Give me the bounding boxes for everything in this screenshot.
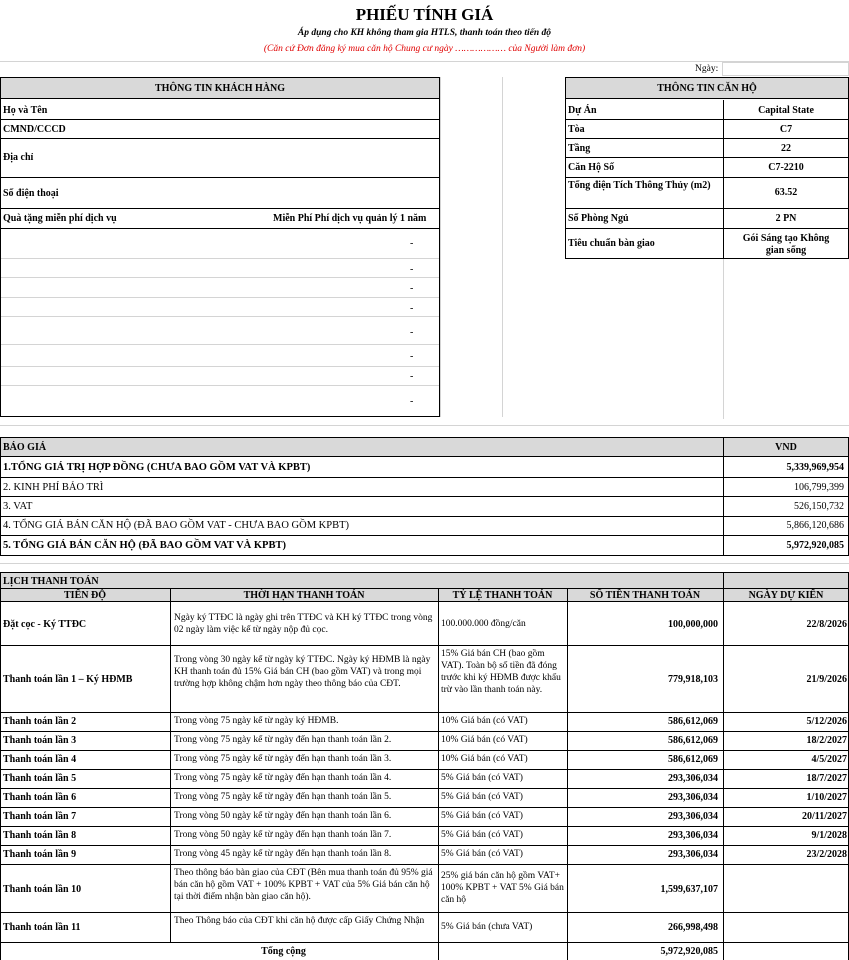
apt-label-tower: Tòa [568, 124, 585, 135]
schedule-total-value: 5,972,920,085 [660, 946, 718, 957]
schedule-title: LỊCH THANH TOÁN [3, 576, 99, 587]
schedule-date: 23/2/2028 [806, 849, 847, 860]
gift-dash: - [410, 264, 414, 275]
schedule-stage: Thanh toán lần 9 [3, 849, 77, 860]
apt-value-handover: Gói Sáng tạo Không gian sống [742, 233, 830, 256]
address-label: Địa chỉ [3, 152, 34, 163]
schedule-term: Trong vòng 50 ngày kể từ ngày đến hạn thanh toán lần 7. [174, 830, 392, 840]
schedule-term: Trong vòng 50 ngày kể từ ngày đến hạn thanh toán lần 6. [174, 811, 392, 821]
schedule-term: Trong vòng 75 ngày kể từ ngày đến hạn thanh toán lần 2. [174, 735, 392, 745]
phone-label: Số điện thoại [3, 188, 59, 199]
gift-dash: - [410, 303, 414, 314]
apt-label-area: Tổng điện Tích Thông Thủy (m2) [568, 180, 711, 191]
schedule-date: 5/12/2026 [806, 716, 847, 727]
schedule-amount: 293,306,034 [668, 830, 718, 841]
page-subtitle: Áp dụng cho KH không tham gia HTLS, thanh toán theo tiến độ [297, 28, 552, 38]
quote-currency: VND [775, 442, 797, 453]
quote-row-label: 1.TỔNG GIÁ TRỊ HỢP ĐỒNG (CHƯA BAO GỒM VAT VÀ KPBT) [3, 462, 311, 473]
schedule-rate: 5% Giá bán (có VAT) [441, 849, 523, 859]
apt-value-bedrooms: 2 PN [775, 213, 797, 224]
col-header-rate: TỶ LỆ THANH TOÁN [452, 590, 553, 601]
apt-value-floor: 22 [781, 143, 791, 154]
schedule-rate: 10% Giá bán (có VAT) [441, 735, 528, 745]
apartment-info-title: THÔNG TIN CĂN HỘ [657, 83, 757, 94]
apt-value-unit: C7-2210 [768, 162, 804, 173]
customer-info-title: THÔNG TIN KHÁCH HÀNG [154, 83, 286, 94]
schedule-term: Ngày ký TTĐC là ngày ghi trên TTĐC và KH ký TTĐC trong vòng 02 ngày làm việc kể từ ngày nộp đủ cọc. [174, 613, 433, 635]
schedule-stage: Thanh toán lần 11 [3, 922, 81, 933]
apt-label-bedrooms: Số Phòng Ngủ [568, 213, 629, 224]
phone-field[interactable] [180, 178, 439, 208]
name-label: Họ và Tên [3, 105, 48, 116]
date-field[interactable] [722, 62, 849, 76]
schedule-term: Trong vòng 30 ngày kể từ ngày ký TTĐC. Ngày ký HĐMB là ngày KH thanh toán đủ 15% Giá bán CH (bao gồm VAT) và trong mọi trường hợp không chậm hơn ngày theo thông báo của CĐT. [174, 655, 431, 689]
schedule-date: 4/5/2027 [811, 754, 847, 765]
address-field[interactable] [180, 139, 439, 177]
schedule-amount: 586,612,069 [668, 716, 718, 727]
quote-row-value: 5,972,920,085 [786, 540, 844, 551]
schedule-rate: 5% Giá bán (chưa VAT) [441, 922, 533, 932]
quote-row-value: 526,150,732 [794, 501, 844, 512]
page-title: PHIẾU TÍNH GIÁ [355, 5, 494, 24]
schedule-rate: 5% Giá bán (có VAT) [441, 792, 523, 802]
schedule-date: 21/9/2026 [806, 674, 847, 685]
schedule-amount: 266,998,498 [668, 922, 718, 933]
schedule-stage: Thanh toán lần 7 [3, 811, 77, 822]
schedule-rate: 5% Giá bán (có VAT) [441, 830, 523, 840]
quote-row-label: 5. TỔNG GIÁ BÁN CĂN HỘ (ĐÃ BAO GỒM VAT VÀ KPBT) [3, 540, 286, 551]
id-field[interactable] [180, 120, 439, 138]
schedule-date: 9/1/2028 [811, 830, 847, 841]
schedule-amount: 100,000,000 [668, 619, 718, 630]
schedule-amount: 586,612,069 [668, 735, 718, 746]
schedule-term: Trong vòng 75 ngày kể từ ngày đến hạn thanh toán lần 5. [174, 792, 392, 802]
schedule-stage: Thanh toán lần 3 [3, 735, 77, 746]
schedule-term: Trong vòng 75 ngày kể từ ngày đến hạn thanh toán lần 4. [174, 773, 392, 783]
schedule-stage: Thanh toán lần 4 [3, 754, 77, 765]
schedule-rate: 15% Giá bán CH (bao gồm VAT). Toàn bộ số tiền đã đóng trước khi ký HĐMB được khấu trừ vào lần thanh toán này. [441, 649, 561, 695]
schedule-term: Trong vòng 75 ngày kể từ ngày đến hạn thanh toán lần 3. [174, 754, 392, 764]
schedule-date: 20/11/2027 [801, 811, 847, 822]
quote-header [1, 438, 848, 457]
schedule-amount: 293,306,034 [668, 811, 718, 822]
id-label: CMND/CCCD [3, 124, 66, 135]
col-header-stage: TIẾN ĐỘ [64, 590, 106, 601]
col-header-term: THỜI HẠN THANH TOÁN [243, 590, 365, 601]
schedule-stage: Thanh toán lần 1 – Ký HĐMB [3, 674, 133, 685]
schedule-date: 1/10/2027 [806, 792, 847, 803]
schedule-term: Theo thông báo bàn giao của CĐT (Bên mua thanh toán đủ 95% giá bán căn hộ gồm VAT + 100% KPBT + VAT của 5% Giá bán căn hộ tại thời điểm nhận bàn giao căn hộ). [174, 868, 433, 902]
gift-dash: - [410, 396, 414, 407]
apt-value-area: 63.52 [774, 187, 798, 198]
quote-row-label: 4. TỔNG GIÁ BÁN CĂN HỘ (ĐÃ BAO GỒM VAT - CHƯA BAO GỒM KPBT) [3, 520, 350, 531]
apt-value-project: Capital State [758, 105, 814, 116]
col-header-amount: SỐ TIỀN THANH TOÁN [589, 590, 701, 601]
schedule-term: Trong vòng 45 ngày kể từ ngày đến hạn thanh toán lần 8. [174, 849, 392, 859]
gift-dash: - [410, 238, 414, 249]
gift-dash: - [410, 351, 414, 362]
schedule-stage: Đặt cọc - Ký TTĐC [3, 619, 87, 630]
apt-label-unit: Căn Hộ Số [568, 162, 615, 173]
schedule-rate: 10% Giá bán (có VAT) [441, 754, 528, 764]
apt-value-tower: C7 [779, 124, 793, 135]
schedule-stage: Thanh toán lần 6 [3, 792, 77, 803]
page-note: (Căn cứ Đơn đăng ký mua căn hộ Chung cư ngày ……………… của Người làm đơn) [263, 44, 586, 54]
quote-row-value: 5,339,969,954 [786, 462, 844, 473]
date-label: Ngày: [695, 64, 719, 74]
schedule-date: 22/8/2026 [806, 619, 847, 630]
schedule-amount: 293,306,034 [668, 849, 718, 860]
schedule-stage: Thanh toán lần 5 [3, 773, 77, 784]
schedule-amount: 779,918,103 [668, 674, 718, 685]
schedule-term: Trong vòng 75 ngày kể từ ngày ký HĐMB. [174, 716, 339, 726]
quote-row-label: 3. VAT [3, 501, 33, 512]
schedule-rate: 10% Giá bán (có VAT) [441, 716, 528, 726]
schedule-rate: 5% Giá bán (có VAT) [441, 773, 523, 783]
apt-label-project: Dự Án [568, 105, 597, 116]
schedule-date: 18/7/2027 [806, 773, 847, 784]
schedule-rate: 25% giá bán căn hộ gồm VAT+ 100% KPBT + VAT 5% Giá bán căn hộ [441, 871, 564, 905]
quote-row-value: 106,799,399 [794, 482, 844, 493]
quote-row-label: 2. KINH PHÍ BẢO TRÌ [3, 482, 104, 493]
schedule-term: Theo Thông báo của CĐT khi căn hộ được cấp Giấy Chứng Nhận [174, 916, 425, 926]
schedule-stage: Thanh toán lần 10 [3, 884, 82, 895]
quote-title: BÁO GIÁ [3, 442, 47, 453]
schedule-amount: 1,599,637,107 [660, 884, 718, 895]
name-field[interactable] [180, 100, 439, 119]
apt-label-floor: Tầng [568, 143, 591, 154]
schedule-rate: 5% Giá bán (có VAT) [441, 811, 523, 821]
schedule-total-label: Tổng cộng [261, 946, 306, 957]
schedule-stage: Thanh toán lần 8 [3, 830, 77, 841]
gift-dash: - [410, 327, 414, 338]
schedule-amount: 293,306,034 [668, 792, 718, 803]
apt-label-handover: Tiêu chuẩn bàn giao [568, 238, 655, 249]
gift-label: Quà tặng miễn phí dịch vụ [3, 213, 117, 224]
schedule-stage: Thanh toán lần 2 [3, 716, 77, 727]
gift-dash: - [410, 283, 414, 294]
gift-value: Miễn Phí Phí dịch vụ quản lý 1 năm [273, 213, 427, 224]
schedule-amount: 586,612,069 [668, 754, 718, 765]
schedule-date: 18/2/2027 [806, 735, 847, 746]
col-header-date: NGÀY DỰ KIẾN [748, 590, 824, 601]
gift-dash: - [410, 371, 414, 382]
schedule-rate: 100.000.000 đồng/căn [441, 619, 526, 629]
schedule-amount: 293,306,034 [668, 773, 718, 784]
quote-row-value: 5,866,120,686 [786, 520, 844, 531]
